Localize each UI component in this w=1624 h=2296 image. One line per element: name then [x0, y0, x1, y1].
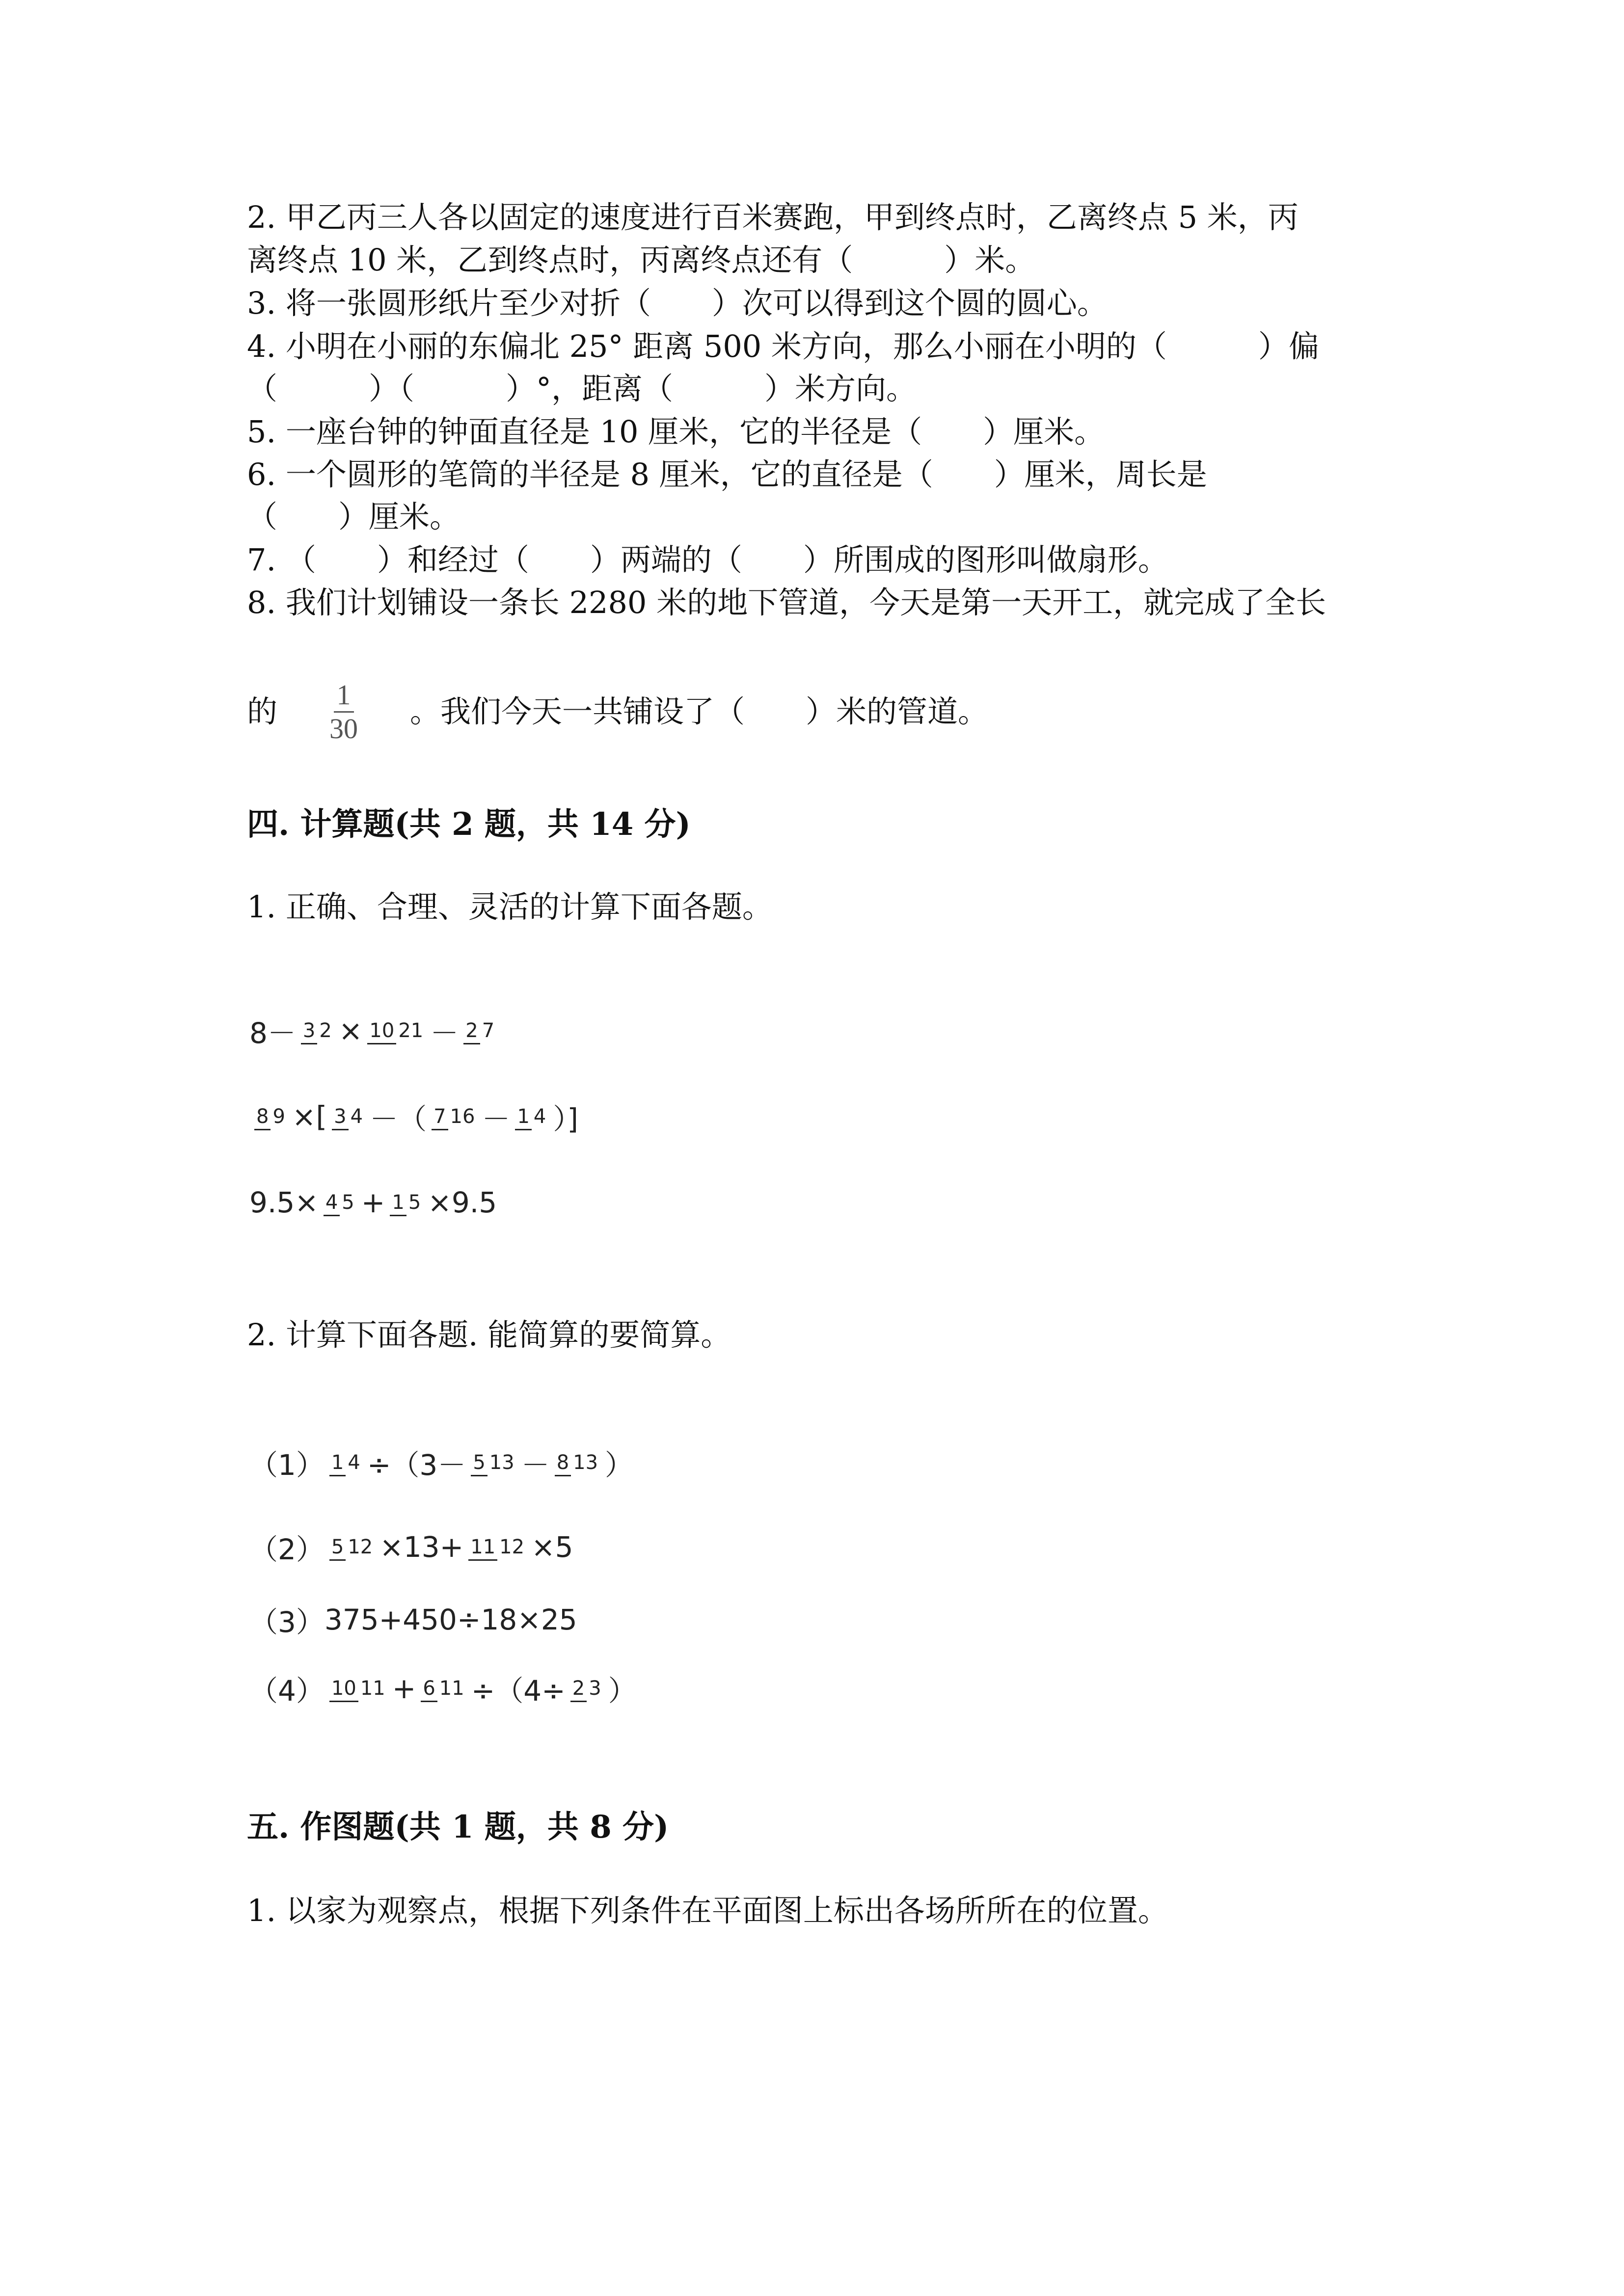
- denominator: 21: [398, 1019, 424, 1042]
- q2-line2: 离终点 10 米，乙到终点时，丙离终点还有（ ）米。: [247, 242, 1036, 278]
- expr-text: ×5: [531, 1530, 573, 1564]
- numerator: 7: [432, 1105, 448, 1130]
- operator: ×13+: [379, 1530, 464, 1564]
- q8-line1: 8. 我们计划铺设一条长 2280 米的地下管道，今天是第一天开工，就完成了全长: [247, 585, 1326, 620]
- fraction: [515, 1105, 548, 1128]
- fraction: [329, 1677, 387, 1700]
- denominator: 4: [348, 1451, 360, 1474]
- denominator: 11: [360, 1677, 385, 1700]
- section4-heading: 四. 计算题(共 2 题，共 14 分): [247, 806, 691, 843]
- q1-expression-1: [249, 1001, 501, 1060]
- denominator: 7: [482, 1019, 495, 1042]
- numerator: 8: [254, 1105, 271, 1130]
- fraction: [329, 1536, 375, 1558]
- numerator: 1: [390, 1191, 406, 1216]
- section4-q2-title: 2. 计算下面各题. 能简算的要简算。: [247, 1317, 731, 1353]
- q1-expression-2: [249, 1087, 578, 1146]
- fraction: [468, 1536, 526, 1558]
- numerator: 4: [324, 1191, 340, 1216]
- expr-text: ×9.5: [428, 1186, 497, 1219]
- numerator: 3: [301, 1019, 317, 1044]
- denominator: 13: [489, 1451, 514, 1474]
- numerator: 1: [329, 1451, 346, 1476]
- operator: －（: [370, 1102, 427, 1136]
- numerator: 10: [329, 1677, 358, 1702]
- expr-text: 8－: [249, 1016, 296, 1050]
- fraction: [421, 1677, 466, 1700]
- numerator: 1: [515, 1105, 531, 1130]
- fraction: [301, 1019, 334, 1042]
- denominator: 12: [348, 1536, 373, 1558]
- numerator: 5: [471, 1451, 487, 1476]
- q2-expression-1: [249, 1433, 633, 1492]
- fraction: [570, 1677, 603, 1700]
- fraction: [332, 1105, 365, 1128]
- q2-line1: 2. 甲乙丙三人各以固定的速度进行百米赛跑，甲到终点时，乙离终点 5 米，丙: [247, 199, 1299, 235]
- q8-suffix: 。我们今天一共铺设了（ ）米的管道。: [410, 694, 989, 729]
- denominator: 4: [350, 1105, 363, 1128]
- operator: －: [521, 1448, 550, 1482]
- fraction: [555, 1451, 600, 1474]
- q5-text: 5. 一座台钟的钟面直径是 10 厘米，它的半径是（ ）厘米。: [247, 414, 1105, 450]
- denominator: 5: [342, 1191, 354, 1214]
- operator: +: [361, 1186, 385, 1219]
- item-label: （1）: [249, 1448, 325, 1482]
- numerator: 6: [421, 1677, 437, 1702]
- denominator: 11: [439, 1677, 464, 1700]
- operator: －: [482, 1102, 511, 1136]
- operator: ×: [338, 1014, 363, 1047]
- numerator: 3: [332, 1105, 348, 1130]
- q1-expression-3: [249, 1173, 497, 1232]
- denominator: 2: [319, 1019, 332, 1042]
- expr-text: 375+450÷18×25: [324, 1603, 577, 1636]
- numerator: 11: [468, 1536, 497, 1561]
- operator: ）]: [553, 1102, 578, 1136]
- numerator: 8: [555, 1451, 571, 1476]
- q3-text: 3. 将一张圆形纸片至少对折（ ）次可以得到这个圆的圆心。: [247, 285, 1108, 321]
- operator: ）: [608, 1674, 637, 1708]
- operator: ）: [605, 1448, 634, 1482]
- denominator: 9: [272, 1105, 285, 1128]
- section5-heading: 五. 作图题(共 1 题，共 8 分): [247, 1809, 669, 1845]
- section5-q1-text: 1. 以家为观察点，根据下列条件在平面图上标出各场所所在的位置。: [247, 1893, 1168, 1928]
- q8-prefix: 的: [247, 694, 278, 729]
- operator: －: [430, 1016, 459, 1050]
- operator: ×[: [292, 1100, 327, 1133]
- denominator: 3: [589, 1677, 601, 1700]
- numerator: 2: [570, 1677, 587, 1702]
- q8-line2: [247, 677, 988, 746]
- q4-line1: 4. 小明在小丽的东偏北 25° 距离 500 米方向，那么小丽在小明的（ ）偏: [247, 328, 1319, 364]
- q2-expression-3: [249, 1590, 577, 1649]
- item-label: （3）: [249, 1605, 325, 1639]
- fraction: [432, 1105, 477, 1128]
- item-label: （4）: [249, 1674, 325, 1708]
- fraction: [390, 1191, 423, 1214]
- q4-line2: （ ）（ ）°，距离（ ）米方向。: [247, 371, 917, 406]
- numerator: 2: [463, 1019, 480, 1044]
- denominator: 13: [573, 1451, 598, 1474]
- operator: ÷（4÷: [471, 1674, 566, 1708]
- q8-fraction-denominator: 30: [329, 712, 358, 745]
- fraction: [471, 1451, 516, 1474]
- numerator: 5: [329, 1536, 346, 1561]
- denominator: 4: [533, 1105, 546, 1128]
- q6-line2: （ ）厘米。: [247, 499, 460, 534]
- operator: ÷（3－: [367, 1448, 466, 1482]
- q2-expression-4: [249, 1659, 637, 1718]
- operator: +: [392, 1672, 416, 1705]
- q6-line1: 6. 一个圆形的笔筒的半径是 8 厘米，它的直径是（ ）厘米，周长是: [247, 456, 1207, 492]
- q7-text: 7. （ ）和经过（ ）两端的（ ）所围成的图形叫做扇形。: [247, 542, 1168, 578]
- item-label: （2）: [249, 1533, 325, 1566]
- section4-q1-title: 1. 正确、合理、灵活的计算下面各题。: [247, 889, 773, 925]
- fraction: [324, 1191, 356, 1214]
- denominator: 16: [450, 1105, 475, 1128]
- q8-fraction-numerator: 1: [334, 680, 354, 713]
- expr-text: 9.5×: [249, 1186, 319, 1219]
- denominator: 5: [408, 1191, 421, 1214]
- fraction: [463, 1019, 496, 1042]
- fraction: [254, 1105, 287, 1128]
- fraction: [329, 1451, 362, 1474]
- denominator: 12: [499, 1536, 525, 1558]
- fraction: [367, 1019, 425, 1042]
- q8-fraction: [326, 680, 361, 744]
- q2-expression-2: [249, 1518, 573, 1576]
- numerator: 10: [367, 1019, 396, 1044]
